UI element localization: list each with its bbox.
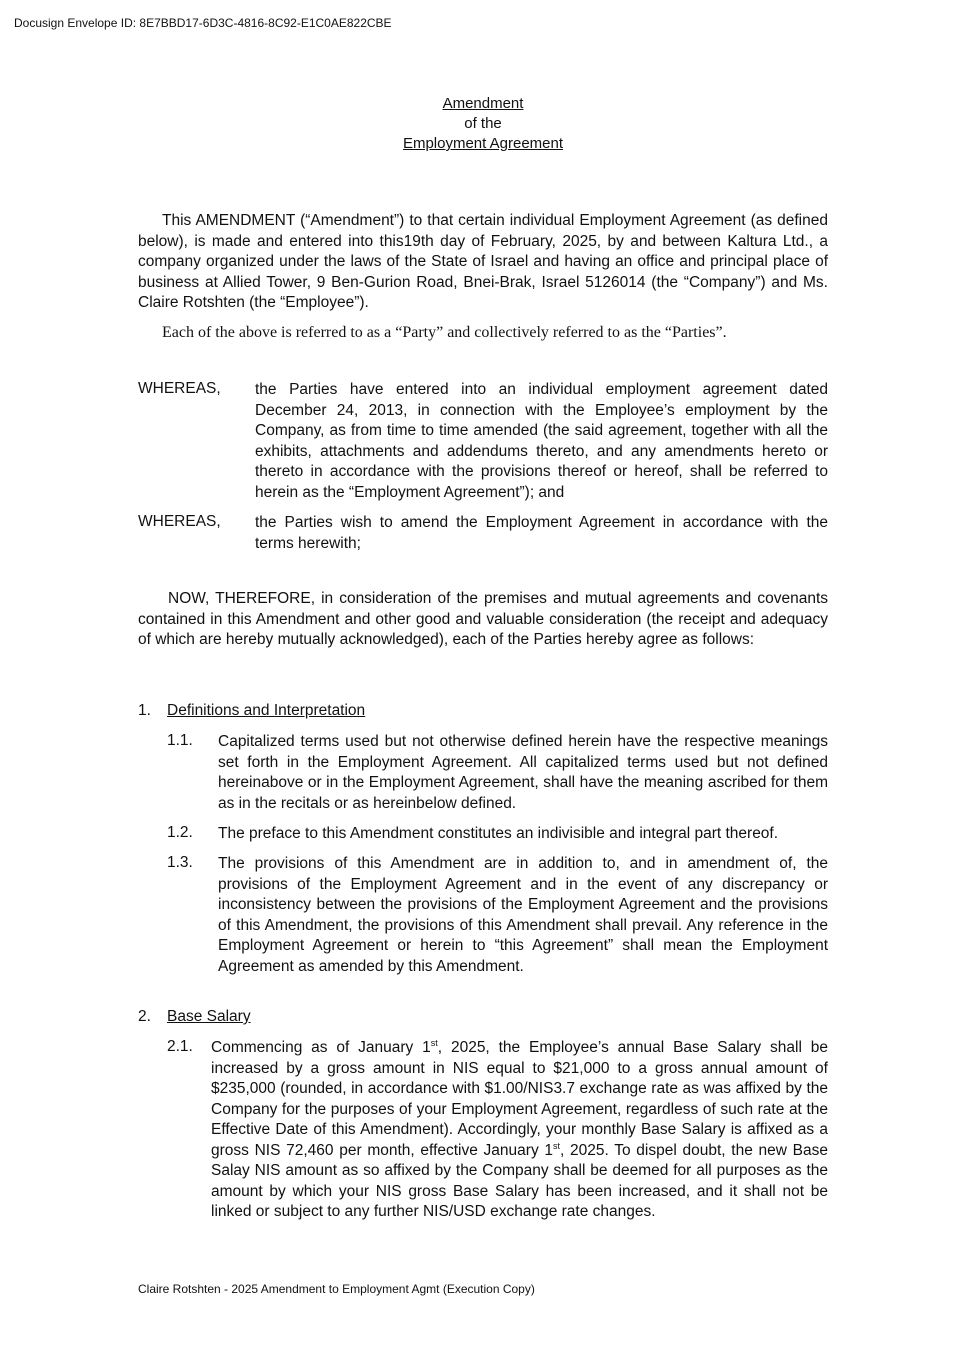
section-2-title: Base Salary	[167, 1008, 251, 1025]
item-2-1-text-c: , 2025. To dispel doubt, the new Base Salay NIS amount as so affixed by the Company shall be deemed for all purposes as the amount by which your NIS gross Base Salary has been increased, and it shall not be linked or subject to any further NIS/USD exchange rate changes.	[211, 1141, 828, 1220]
whereas-label-1: WHEREAS,	[138, 380, 221, 397]
intro-paragraph: This AMENDMENT (“Amendment”) to that certain individual Employment Agreement (as defined below), is made and entered into this19th day of February, 2025, by and between Kaltura Ltd., a company organized under the laws of the State of Israel and having an office and principal place of business at Allied Tower, 9 Ben-Gurion Road, Bnei-Brak, Israel 5126014 (the “Company”) and Ms. Claire Rotshten (the “Employee”).	[138, 212, 828, 311]
page-footer: Claire Rotshten - 2025 Amendment to Employment Agmt (Execution Copy)	[138, 1282, 535, 1296]
whereas-text-2: the Parties wish to amend the Employment Agreement in accordance with the terms herewith;	[255, 514, 828, 552]
item-2-1-text	[211, 1038, 828, 1223]
item-1-2-number: 1.2.	[167, 824, 193, 841]
whereas-label-2: WHEREAS,	[138, 513, 221, 530]
section-1-title: Definitions and Interpretation	[167, 702, 366, 719]
section-1-number: 1.	[138, 702, 151, 719]
item-1-2-text: The preface to this Amendment constitutes an indivisible and integral part thereof.	[218, 825, 779, 842]
item-2-1-sup-a: st	[430, 1037, 438, 1048]
now-therefore-paragraph: NOW, THEREFORE, in consideration of the premises and mutual agreements and covenants contained in this Amendment and other good and valuable consideration (the receipt and adequacy of which are hereby mutually acknowledged), each of the Parties hereby agree as follows:	[138, 590, 828, 648]
item-1-1-text: Capitalized terms used but not otherwise defined herein have the respective meanings set forth in the Employment Agreement. All capitalized terms used but not defined hereinabove or in the Employment Agreement, shall have the meaning ascribed for them as in the recitals or as hereinbelow defined.	[218, 733, 828, 812]
title-line-1: Amendment	[442, 95, 524, 112]
section-2-number: 2.	[138, 1008, 151, 1025]
item-2-1-sup-b: st	[553, 1140, 561, 1151]
title-line-2: of the	[464, 115, 502, 132]
whereas-text-1: the Parties have entered into an individual employment agreement dated December 24, 2013, in connection with the Employee’s employment by the Company, as from time to time amended (the said agreement, together with all the exhibits, attachments and addendums thereto, and any amendments hereto or thereto in accordance with the provisions thereof or hereof, shall be referred to herein as the “Employment Agreement”); and	[255, 381, 828, 501]
item-2-1-text-a: Commencing as of January 1	[211, 1039, 431, 1056]
envelope-id: Docusign Envelope ID: 8E7BBD17-6D3C-4816-8C92-E1C0AE822CBE	[14, 16, 392, 30]
parties-paragraph: Each of the above is referred to as a “Party” and collectively referred to as the “Parties”.	[162, 324, 727, 341]
item-1-3-text: The provisions of this Amendment are in addition to, and in amendment of, the provisions of the Employment Agreement and in the event of any discrepancy or inconsistency between the provisions of the Employment Agreement and the provisions of this Amendment, the provisions of this Amendment shall prevail. Any reference in the Employment Agreement or herein to “this Agreement” shall mean the Employment Agreement as amended by this Amendment.	[218, 855, 828, 975]
document-title	[0, 94, 966, 154]
item-2-1-text-b: , 2025, the Employee’s annual Base Salary shall be increased by a gross amount in NIS equal to $21,000 to a gross annual amount of $235,000 (rounded, in accordance with $1.00/NIS3.7 exchange rate as was affixed by the Company for the purposes of your Employment Agreement, regardless of such rate at the Effective Date of this Amendment). Accordingly, your monthly Base Salary is affixed as a gross NIS 72,460 per month, effective January 1	[211, 1039, 828, 1159]
item-2-1-number: 2.1.	[167, 1038, 193, 1055]
item-1-1-number: 1.1.	[167, 732, 193, 749]
item-1-3-number: 1.3.	[167, 854, 193, 871]
title-line-3: Employment Agreement	[402, 135, 564, 152]
